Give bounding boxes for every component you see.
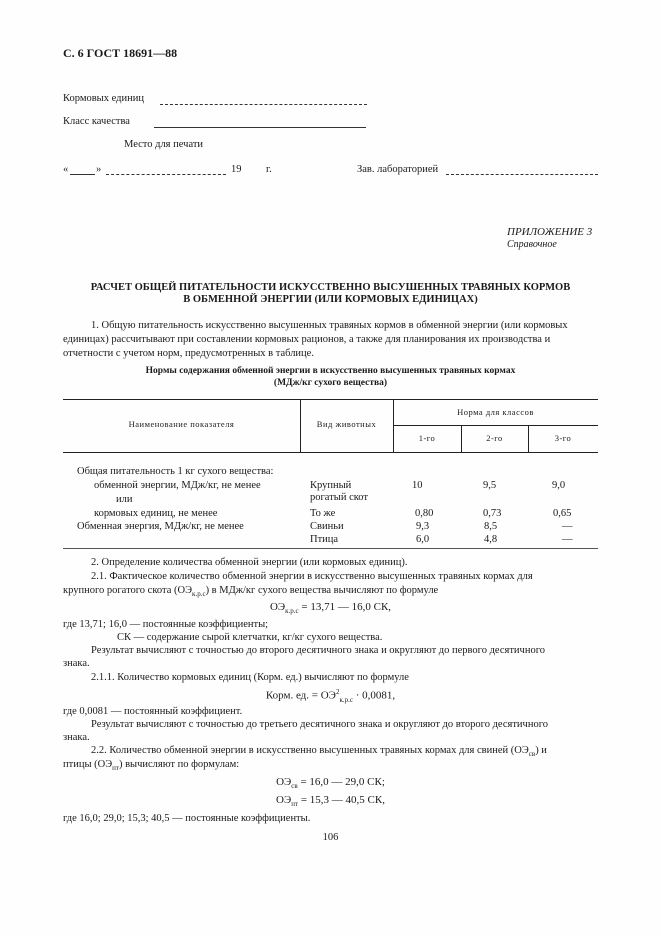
page-header: С. 6 ГОСТ 18691—88 [63, 46, 178, 60]
date-month-line [106, 174, 226, 175]
appendix-subtitle: Справочное [507, 239, 557, 250]
where-2: где 0,0081 — постоянный коэффициент. [63, 706, 243, 717]
table-caption-line1: Нормы содержания обменной энергии в искусственно высушенных травяных кормах [145, 366, 516, 376]
head-lab-label: Зав. лабораторией [357, 164, 439, 175]
formula-2: Корм. ед. = $ОЭ^2_{к.р.с} \cdot 0,0081$, [265, 688, 396, 704]
g-label: г. [266, 164, 272, 175]
where-3: где 16,0; 29,0; 15,3; 40,5 — постоянные коэффициенты. [63, 813, 311, 824]
where-1b: СК — содержание сырой клетчатки, кг/кг сухого вещества. [117, 632, 383, 643]
table-header-rule [63, 452, 598, 453]
page-number: 106 [322, 832, 339, 843]
section-21-line2: крупного рогатого скота $(ОЭ_{к.р.с})$ в МДж/кг сухого вещества вычисляют по формуле [63, 585, 439, 599]
table-row-3-val1: 9,3 [416, 521, 430, 532]
date-day-line [70, 174, 95, 175]
table-row-1-name: обменной энергии, МДж/кг, не менее [94, 480, 261, 491]
date-open-quote: « [63, 164, 69, 175]
table-row-4-animal: Птица [310, 534, 339, 545]
table-row-2-animal: То же [310, 508, 336, 519]
appendix-title: ПРИЛОЖЕНИЕ 3 [507, 226, 593, 238]
table-vline-2 [393, 399, 394, 452]
result-1-line2: знака. [63, 658, 90, 669]
table-row-1-val1: 10 [412, 480, 423, 491]
table-caption-line2: (МДж/кг сухого вещества) [273, 378, 388, 388]
section-211: 2.1.1. Количество кормовых единиц (Корм. ед.) вычисляют по формуле [91, 672, 409, 683]
intro-line1: 1. Общую питательность искусственно высушенных травяных кормов в обменной энергии (или кормовых [91, 320, 568, 331]
table-row-2-val2: 0,73 [483, 508, 502, 519]
table-row-2-val1: 0,80 [415, 508, 434, 519]
seal-label: Место для печати [124, 139, 204, 150]
table-row-1-val3: 9,0 [552, 480, 566, 491]
where-1: где 13,71; 16,0 — постоянные коэффициенты; [63, 619, 269, 630]
head-lab-line [446, 174, 598, 175]
section-2-heading: 2. Определение количества обменной энергии (или кормовых единиц). [91, 557, 408, 568]
table-row-1-or: или [116, 494, 133, 505]
table-row-3-val3: — [562, 521, 573, 532]
col-indicator-header: Наименование показателя [128, 419, 235, 429]
formula-1: $ОЭ_{к.р.с} = 13,71$ — 16,0 СК, [269, 601, 392, 616]
table-row-3-val2: 8,5 [484, 521, 498, 532]
col-class1-header: 1-го [418, 433, 436, 443]
result-2-line2: знака. [63, 732, 90, 743]
section-22-line2: птицы $(ОЭ_{пт})$ вычисляют по формулам: [63, 759, 240, 773]
col-norm-header: Норма для классов [457, 407, 534, 417]
section-21-line1: 2.1. Фактическое количество обменной энергии в искусственно высушенных травяных кормах для [91, 571, 533, 582]
col-class3-header: 3-го [554, 433, 572, 443]
table-row-1-val2: 9,5 [483, 480, 497, 491]
feed-units-line [160, 104, 367, 105]
result-2-line1: Результат вычисляют с точностью до третьего десятичного знака и округляют до второго десятичного [91, 719, 548, 730]
table-row-3-name: Обменная энергия, МДж/кг, не менее [77, 521, 244, 532]
table-top-rule [63, 399, 598, 400]
year-label: 19 [231, 164, 242, 175]
date-close-quote: » [96, 164, 102, 175]
table-row-1-animal-b: рогатый скот [310, 492, 369, 503]
formula-3: $ОЭ_{св} = 16,0$ — 29,0 СК; [276, 776, 385, 791]
table-row-1-animal-a: Крупный [310, 480, 352, 491]
intro-line3: отчетности с учетом норм, предусмотренных в таблице. [63, 348, 314, 359]
result-1-line1: Результат вычисляют с точностью до второго десятичного знака и округляют до первого десятичного [91, 645, 545, 656]
table-row-4-val1: 6,0 [416, 534, 430, 545]
quality-class-label: Класс качества [63, 116, 130, 127]
main-title-line1: РАСЧЕТ ОБЩЕЙ ПИТАТЕЛЬНОСТИ ИСКУССТВЕННО ВЫСУШЕННЫХ ТРАВЯНЫХ КОРМОВ [90, 282, 571, 293]
col-animal-header: Вид животных [316, 419, 377, 429]
main-title-line2: В ОБМЕННОЙ ЭНЕРГИИ (ИЛИ КОРМОВЫХ ЕДИНИЦАХ) [183, 294, 478, 305]
table-row-2-val3: 0,65 [553, 508, 572, 519]
quality-class-line [154, 127, 366, 128]
col-class2-header: 2-го [486, 433, 503, 443]
section-22-line1: 2.2. Количество обменной энергии в искусственно высушенных травяных кормах для свиней $(ОЭ_{св})$ и [91, 745, 547, 759]
table-row-4-val3: — [562, 534, 573, 545]
intro-line2: единицах) рассчитывают при составлении кормовых рационов, а также для планирования их производства и [63, 334, 551, 345]
table-norm-rule [393, 425, 598, 426]
feed-units-label: Кормовых единиц [63, 93, 144, 104]
table-bottom-rule [63, 548, 598, 549]
formula-4: $ОЭ_{пт} = 15,3$ — 40,5 СК, [276, 794, 385, 809]
table-row-4-val2: 4,8 [484, 534, 498, 545]
table-row-2-name: кормовых единиц, не менее [94, 508, 218, 519]
table-row-group: Общая питательность 1 кг сухого вещества: [77, 466, 274, 477]
table-row-3-animal: Свиньи [310, 521, 344, 532]
